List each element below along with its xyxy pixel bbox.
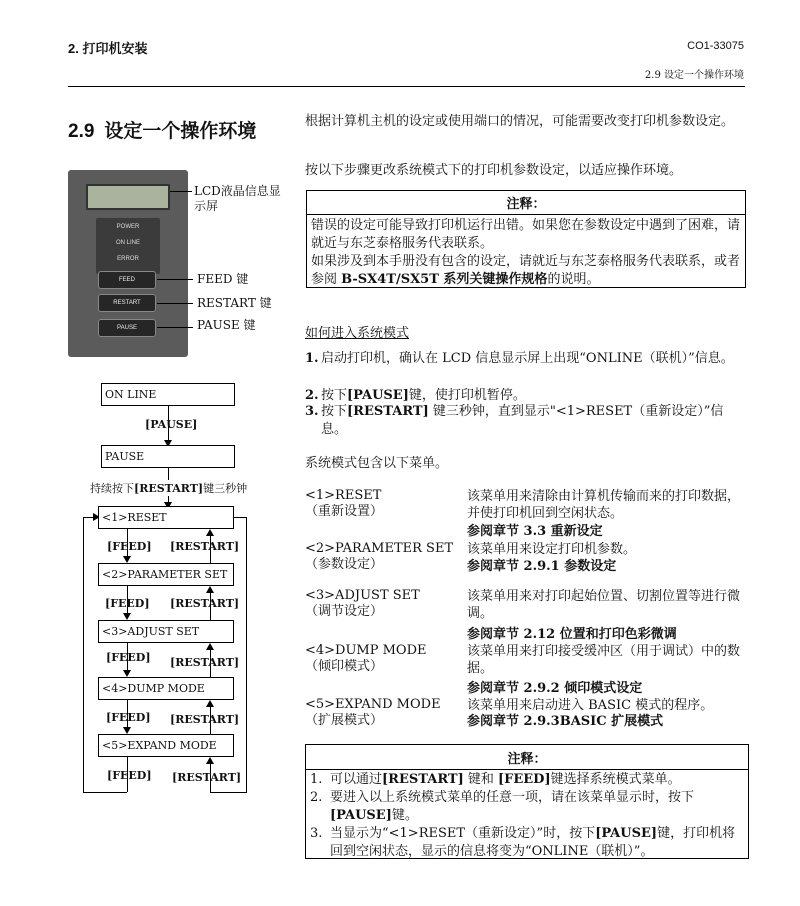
menu-item-desc: 该菜单用来清除由计算机传输而来的打印数据，并使打印机回到空闲状态。 xyxy=(467,489,741,521)
flow-online: ON LINE xyxy=(101,383,235,406)
led-power: POWER xyxy=(116,224,140,230)
menu-item-desc: 该菜单用来打印接受缓冲区（用于调试）中的数据。 xyxy=(467,644,741,676)
menu-item-ref: 参阅章节 2.9.3BASIC 扩展模式 xyxy=(467,714,664,729)
note-item-key: [PAUSE] xyxy=(595,826,658,841)
step-number: 3. xyxy=(305,404,319,419)
flow-arrow xyxy=(123,613,131,620)
flow-menu-4: <4>DUMP MODE xyxy=(98,677,234,700)
section-title xyxy=(68,116,256,143)
note-item-post: 键。 xyxy=(391,808,418,823)
menu-item-code: <3>ADJUST SET xyxy=(305,588,420,603)
step-text-pre: 按下 xyxy=(321,404,348,419)
menu-item-code: <5>EXPAND MODE xyxy=(305,697,441,712)
flow-label-restart: [RESTART] xyxy=(170,656,240,669)
led-online: ON LINE xyxy=(115,240,140,246)
menu-item-sub: （调节设定） xyxy=(305,604,384,619)
pause-key: PAUSE xyxy=(98,319,156,337)
flow-arrow xyxy=(206,529,214,536)
callout-line-lcd xyxy=(170,191,192,192)
menu-item-ref: 参阅章节 2.12 位置和打印色彩微调 xyxy=(467,627,677,642)
doc-code: CO1-33075 xyxy=(687,40,744,52)
flow-hold-key: [RESTART] xyxy=(134,482,204,495)
flow-label-feed: [FEED] xyxy=(106,711,151,724)
menu-item-ref: 参阅章节 3.3 重新设定 xyxy=(467,524,603,539)
note-item-mid: 键和 xyxy=(463,772,498,787)
flow-label-restart: [RESTART] xyxy=(172,771,242,784)
flow-hold-pre: 持续按下 xyxy=(90,482,134,495)
flow-label-feed: [FEED] xyxy=(107,540,152,553)
note-item-key: [PAUSE] xyxy=(330,808,392,823)
note-text-1: 错误的设定可能导致打印机运行出错。如果您在参数设定中遇到了困难，请就近与东芝泰格服务代表联系。 xyxy=(311,218,741,251)
step-text xyxy=(321,403,747,439)
flow-label-restart: [RESTART] xyxy=(170,597,240,610)
flow-menu-2: <2>PARAMETER SET xyxy=(98,563,234,586)
note-text-2-bold: B-SX4T/SX5T 系列关键操作规格 xyxy=(341,272,548,287)
note-item-pre: 可以通过 xyxy=(330,772,383,787)
flow-hold-post: 键三秒钟 xyxy=(203,482,248,495)
lcd-display xyxy=(86,184,170,210)
note-item-number: 2. xyxy=(310,790,323,805)
callout-lcd: LCD液晶信息显示屏 xyxy=(194,184,281,213)
restart-key: RESTART xyxy=(98,294,156,312)
flow-arrow xyxy=(206,643,214,650)
step-1 xyxy=(305,350,747,368)
led-error: ERROR xyxy=(117,256,139,262)
flow-arrow xyxy=(123,670,131,677)
flow-pause: PAUSE xyxy=(101,445,235,468)
note-text-2 xyxy=(307,253,745,289)
menu-item-ref: 参阅章节 2.9.1 参数设定 xyxy=(467,559,617,574)
note-text-2-pre: 如果涉及到本手册没有包含的设定，请就近与东芝泰格服务代表联系，或者参阅 xyxy=(311,254,741,287)
note-box-2 xyxy=(305,744,749,859)
note-item-post: 键选择系统模式菜单。 xyxy=(550,772,681,787)
led-indicators xyxy=(96,218,160,274)
note-box-1 xyxy=(306,190,746,288)
subsection-header: 2.9 设定一个操作环境 xyxy=(644,70,744,81)
menus-intro: 系统模式包含以下菜单。 xyxy=(305,456,449,471)
flow-arrow xyxy=(123,727,131,734)
flow-loop-right xyxy=(246,517,247,792)
menu-item-sub: （参数设定） xyxy=(305,557,384,572)
step-text: 启动打印机，确认在 LCD 信息显示屏上出现“ONLINE（联机）”信息。 xyxy=(321,351,734,366)
note-title: 注释： xyxy=(507,752,547,767)
step-text-pre: 按下 xyxy=(321,388,348,403)
menu-item-code: <2>PARAMETER SET xyxy=(305,541,454,556)
note-item-key: [FEED] xyxy=(497,772,551,787)
note-item-text xyxy=(330,825,742,861)
flow-loop-top-right xyxy=(234,517,246,518)
flow-label-feed: [FEED] xyxy=(107,769,152,782)
flow-loop-left xyxy=(83,517,84,792)
note-item-number: 1. xyxy=(310,772,323,787)
step-key: [RESTART] xyxy=(347,404,429,419)
note-item-number: 3. xyxy=(310,826,323,841)
flow-arrow xyxy=(206,586,214,593)
menu-item-desc: 该菜单用来对打印起始位置、切割位置等进行微调。 xyxy=(467,589,741,621)
flow-loop-bottom-right xyxy=(210,792,247,793)
callout-line-feed xyxy=(157,279,193,280)
menu-item-sub: （重新设置） xyxy=(305,504,384,519)
flow-menu-5: <5>EXPAND MODE xyxy=(98,734,234,757)
section-number: 2.9 xyxy=(68,121,95,142)
flow-label-restart: [RESTART] xyxy=(170,713,240,726)
flow-menu-3: <3>ADJUST SET xyxy=(98,620,234,643)
flow-label-pause-key: [PAUSE] xyxy=(145,418,198,431)
callout-line-pause xyxy=(157,327,193,328)
note-item-pre: 要进入以上系统模式菜单的任意一项，请在该菜单显示时，按下 xyxy=(330,790,695,805)
menu-item-sub: （倾印模式） xyxy=(305,659,384,674)
callout-feed: FEED 键 xyxy=(197,272,249,286)
flow-hold-restart xyxy=(88,480,249,496)
menu-item-desc: 该菜单用来设定打印机参数。 xyxy=(467,542,637,557)
menu-item-code: <4>DUMP MODE xyxy=(305,643,427,658)
menu-item-code: <1>RESET xyxy=(305,488,382,503)
enter-system-mode-heading: 如何进入系统模式 xyxy=(305,326,410,341)
flow-label-feed: [FEED] xyxy=(106,651,151,664)
header-rule xyxy=(68,86,745,87)
step-text-post: 键三秒钟，直到显示"<1>RESET（重新设定）”信息。 xyxy=(321,404,724,437)
callout-pause: PAUSE 键 xyxy=(197,318,256,332)
menu-item-desc: 该菜单用来启动进入 BASIC 模式的程序。 xyxy=(467,698,714,713)
flow-menu-1: <1>RESET xyxy=(98,506,234,529)
callout-line-restart xyxy=(157,303,193,304)
step-text-post: 键，使打印机暂停。 xyxy=(408,388,526,403)
note-item-pre: 当显示为“<1>RESET（重新设定）”时，按下 xyxy=(330,826,596,841)
callout-restart: RESTART 键 xyxy=(197,296,272,310)
feed-key: FEED xyxy=(98,271,156,289)
flow-arrow xyxy=(206,757,214,764)
section-title-text: 设定一个操作环境 xyxy=(104,121,257,142)
menu-item-ref: 参阅章节 2.9.2 倾印模式设定 xyxy=(467,681,643,696)
chapter-header: 2. 打印机安装 xyxy=(68,41,148,56)
flow-arrow xyxy=(123,556,131,563)
printer-panel-image xyxy=(68,170,188,357)
menu-item-sub: （扩展模式） xyxy=(305,713,384,728)
note-item-text xyxy=(330,789,742,825)
flow-label-feed: [FEED] xyxy=(105,597,150,610)
intro-paragraph-1: 根据计算机主机的设定或使用端口的情况，可能需要改变打印机参数设定。 xyxy=(305,114,735,129)
note-title: 注释： xyxy=(506,197,546,212)
note-item-text xyxy=(330,771,681,789)
step-number: 2. xyxy=(305,388,319,403)
step-3 xyxy=(305,403,747,439)
flow-label-restart: [RESTART] xyxy=(170,540,240,553)
note2-item-3 xyxy=(306,825,748,861)
flow-arrow xyxy=(206,700,214,707)
note2-item-1 xyxy=(306,770,748,789)
note-text-2-post: 的说明。 xyxy=(547,272,600,287)
flow-loop-bottom-left xyxy=(83,792,127,793)
note-item-post: 键，打印机将回到空闲状态，显示的信息将变为“ONLINE（联机）”。 xyxy=(330,826,736,859)
intro-paragraph-2: 按以下步骤更改系统模式下的打印机参数设定，以适应操作环境。 xyxy=(305,163,683,178)
step-key: [PAUSE] xyxy=(347,388,409,403)
note-item-key: [RESTART] xyxy=(382,772,464,787)
note2-item-2 xyxy=(306,789,748,825)
step-number: 1. xyxy=(305,351,319,366)
